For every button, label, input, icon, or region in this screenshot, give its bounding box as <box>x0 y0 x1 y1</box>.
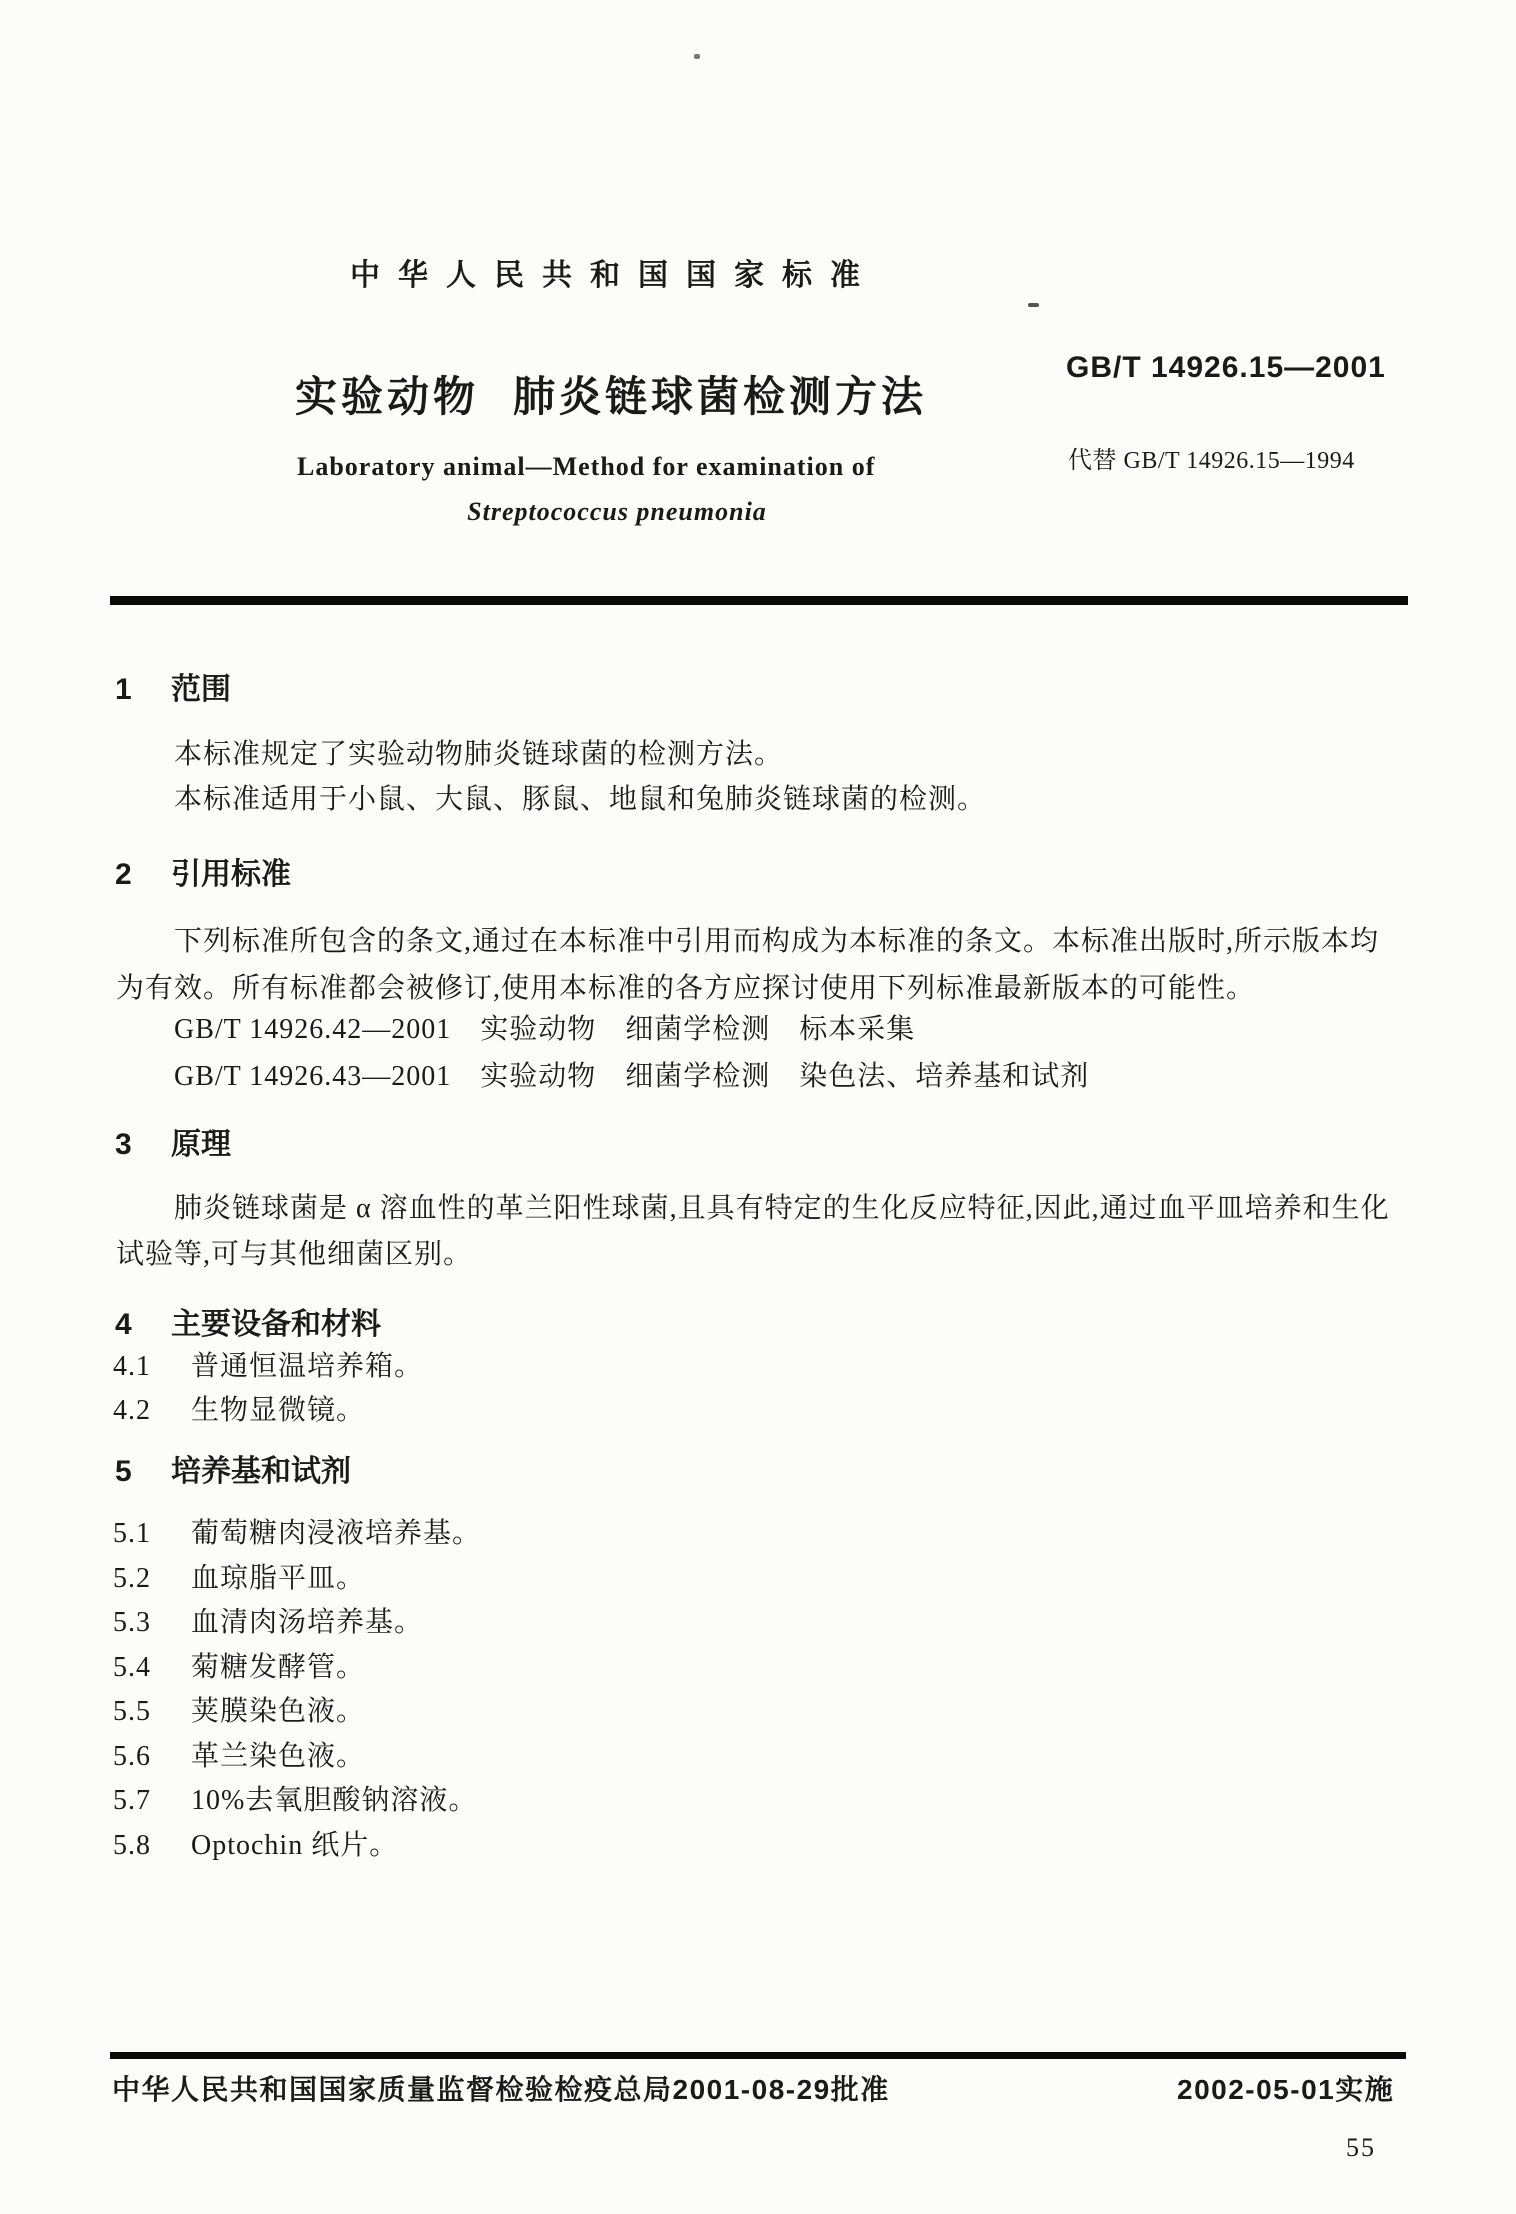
item-number: 4.1 <box>113 1351 151 1382</box>
item-number: 5.5 <box>113 1696 151 1727</box>
item-text: 生物显微镜。 <box>191 1395 366 1426</box>
section-1-paragraph: 本标准规定了实验动物肺炎链球菌的检测方法。 <box>174 739 784 770</box>
document-title-chinese <box>295 364 927 424</box>
list-item <box>113 1783 481 1828</box>
item-number: 5.1 <box>113 1518 151 1549</box>
section-2-number: 2 <box>115 858 132 891</box>
item-number: 5.2 <box>113 1562 151 1594</box>
item-number: 5.8 <box>113 1829 151 1861</box>
section-4-number: 4 <box>115 1308 132 1341</box>
referenced-standard: GB/T 14926.42—2001 实验动物 细菌学检测 标本采集 <box>174 1014 916 1045</box>
list-item <box>113 1388 365 1428</box>
title-cn-part2: 肺炎链球菌检测方法 <box>513 373 928 420</box>
document-title-english-line2: Streptococcus pneumonia <box>467 497 767 526</box>
list-item <box>113 1828 481 1873</box>
section-1-number: 1 <box>115 673 132 706</box>
section-2-title: 引用标准 <box>171 858 291 891</box>
section-4-title: 主要设备和材料 <box>171 1308 381 1341</box>
section-1-heading <box>115 664 231 708</box>
replaces-note: 代替 GB/T 14926.15—1994 <box>1068 448 1355 474</box>
list-item <box>113 1694 481 1739</box>
item-number: 5.6 <box>113 1740 151 1772</box>
item-text: 普通恒温培养箱。 <box>191 1351 424 1382</box>
section-5-item-list <box>113 1516 481 1872</box>
section-4-heading <box>115 1299 381 1343</box>
section-3-number: 3 <box>115 1128 132 1161</box>
section-3-title: 原理 <box>171 1128 231 1161</box>
referenced-standard: GB/T 14926.43—2001 实验动物 细菌学检测 染色法、培养基和试剂 <box>174 1061 1090 1092</box>
item-text: 血清肉汤培养基。 <box>191 1607 424 1638</box>
item-text: 荚膜染色液。 <box>191 1696 366 1727</box>
approval-statement: 中华人民共和国国家质量监督检验检疫总局2001-08-29批准 <box>112 2074 890 2105</box>
section-5-title: 培养基和试剂 <box>171 1455 351 1488</box>
section-2-heading <box>115 849 291 893</box>
item-number: 5.4 <box>113 1651 151 1683</box>
section-5-number: 5 <box>115 1455 132 1488</box>
item-text: 10%去氧胆酸钠溶液。 <box>191 1785 478 1816</box>
item-text: 葡萄糖肉浸液培养基。 <box>191 1518 482 1549</box>
title-cn-part1: 实验动物 <box>295 373 480 420</box>
list-item <box>113 1561 481 1606</box>
item-text: 血琼脂平皿。 <box>191 1562 366 1594</box>
item-text: 菊糖发酵管。 <box>191 1651 366 1683</box>
list-item <box>113 1344 423 1384</box>
scan-noise-dot <box>694 54 700 59</box>
section-1-title: 范围 <box>171 673 231 706</box>
section-1-paragraph: 本标准适用于小鼠、大鼠、豚鼠、地鼠和兔肺炎链球菌的检测。 <box>174 784 987 815</box>
national-standard-label: 中华人民共和国国家标准 <box>350 259 878 292</box>
section-2-paragraph: 下列标准所包含的条文,通过在本标准中引用而构成为本标准的条文。本标准出版时,所示版本均为有效。所有标准都会被修订,使用本标准的各方应探讨使用下列标准最新版本的可能性。 <box>116 926 1380 1004</box>
list-item <box>113 1516 481 1561</box>
item-number: 4.2 <box>113 1395 151 1426</box>
footer-rule <box>110 2052 1406 2059</box>
list-item <box>113 1650 481 1695</box>
list-item <box>113 1739 481 1784</box>
header-rule <box>110 596 1408 605</box>
section-3-paragraph: 肺炎链球菌是 α 溶血性的革兰阳性球菌,且具有特定的生化反应特征,因此,通过血平皿培养和生化试验等,可与其他细菌区别。 <box>116 1193 1390 1270</box>
list-item <box>113 1605 481 1650</box>
item-number: 5.3 <box>113 1607 151 1638</box>
implementation-date: 2002-05-01实施 <box>1177 2074 1395 2105</box>
item-text: Optochin 纸片。 <box>191 1829 399 1861</box>
section-5-heading <box>115 1446 351 1490</box>
item-text: 革兰染色液。 <box>191 1740 366 1772</box>
document-title-english-line1: Laboratory animal—Method for examination of <box>297 452 876 481</box>
standard-code: GB/T 14926.15—2001 <box>1066 351 1386 384</box>
page-number: 55 <box>1346 2133 1376 2162</box>
item-number: 5.7 <box>113 1785 151 1816</box>
scan-noise-dash <box>1028 303 1039 307</box>
section-3-heading <box>115 1119 231 1163</box>
